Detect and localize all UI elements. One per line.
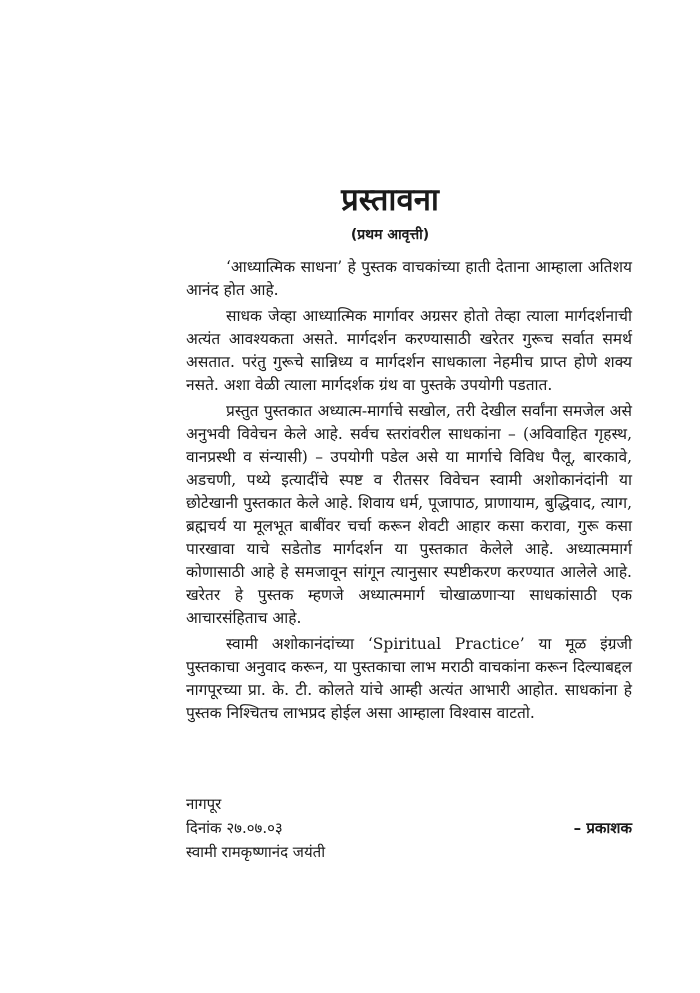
footer-date: दिनांक २७.०७.०३ xyxy=(186,819,283,837)
paragraph-1: ‘आध्यात्मिक साधना’ हे पुस्तक वाचकांच्या हाती देताना आम्हाला अतिशय आनंद होत आहे. xyxy=(186,258,632,299)
paragraph-4: स्वामी अशोकानंदांच्या ‘Spiritual Practice’ या मूळ इंग्रजी पुस्तकाचा अनुवाद करून, या पुस्तकाचा लाभ मराठी वाचकांना करून दिल्याबद्दल नागपूरच्या प्रा. के. टी. कोलते यांचे आम्ही अत्यंत आभारी आहोत. साधकांना हे पुस्तक निश्चितच लाभप्रद होईल असा आम्हाला विश्वास वाटतो. xyxy=(186,635,632,722)
publisher-signature: – प्रकाशक xyxy=(573,819,632,837)
page-title: प्रस्तावना xyxy=(341,182,439,218)
footer-date-row xyxy=(186,816,632,840)
edition-subtitle: (प्रथम आवृत्ती) xyxy=(350,227,430,243)
paragraph-2: साधक जेव्हा आध्यात्मिक मार्गावर अग्रसर होतो तेव्हा त्याला मार्गदर्शनाची अत्यंत आवश्यकता असते. मार्गदर्शन करण्यासाठी खरेतर गुरूच सर्वात समर्थ असतात. परंतु गुरूचे सान्निध्य व मार्गदर्शन साधकाला नेहमीच प्राप्त होणे शक्य नसते. अशा वेळी त्याला मार्गदर्शक ग्रंथ वा पुस्तके उपयोगी पडतात. xyxy=(186,307,632,394)
preface-body xyxy=(186,256,632,728)
signature-block xyxy=(186,792,632,864)
footer-place: नागपूर xyxy=(186,795,222,813)
footer-occasion: स्वामी रामकृष्णानंद जयंती xyxy=(186,843,326,861)
paragraph-3: प्रस्तुत पुस्तकात अध्यात्म-मार्गाचे सखोल, तरी देखील सर्वांना समजेल असे अनुभवी विवेचन केले आहे. सर्वच स्तरांवरील साधकांना – (अविवाहित गृहस्थ, वानप्रस्थी व संन्यासी) – उपयोगी पडेल असे या मार्गाचे विविध पैलू, बारकावे, अडचणी, पथ्ये इत्यादींचे स्पष्ट व रीतसर विवेचन स्वामी अशोकानंदांनी या छोटेखानी पुस्तकात केले आहे. शिवाय धर्म, पूजापाठ, प्राणायाम, बुद्धिवाद, त्याग, ब्रह्मचर्य या मूलभूत बाबींवर चर्चा करून शेवटी आहार कसा करावा, गुरू कसा पारखावा याचे सडेतोड मार्गदर्शन या पुस्तकात केलेले आहे. अध्यात्ममार्ग कोणासाठी आहे हे समजावून सांगून त्यानुसार स्पष्टीकरण करण्यात आलेले आहे. खरेतर हे पुस्तक म्हणजे अध्यात्ममार्ग चोखाळणाऱ्या साधकांसाठी एक आचारसंहिताच आहे. xyxy=(186,402,632,627)
